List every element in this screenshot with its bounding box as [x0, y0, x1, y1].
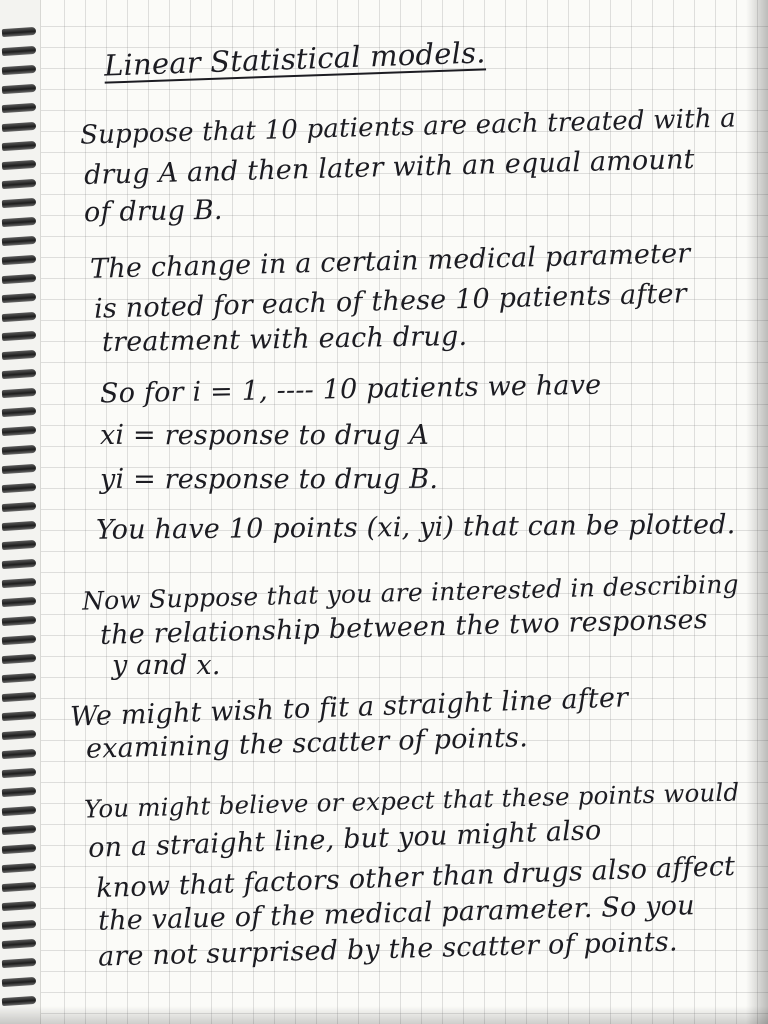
note-line: You might believe or expect that these points would: [83, 777, 740, 824]
notes-title: Linear Statistical models.: [103, 35, 487, 83]
note-line: of drug B.: [83, 194, 223, 229]
note-line: You have 10 points (xi, yi) that can be plotted.: [95, 509, 736, 546]
note-line: the relationship between the two responses: [99, 604, 709, 651]
note-line: Now Suppose that you are interested in describing: [81, 569, 740, 616]
note-line: know that factors other than drugs also affect: [95, 850, 736, 905]
note-line: is noted for each of these 10 patients after: [93, 278, 688, 325]
note-line: The change in a certain medical parameter: [89, 238, 691, 285]
note-line: treatment with each drug.: [101, 320, 468, 359]
note-line: Suppose that 10 patients are each treated with a: [79, 103, 737, 151]
note-line: xi = response to drug A: [100, 420, 429, 451]
note-line: on a straight line, but you might also: [87, 815, 602, 864]
note-line: drug A and then later with an equal amount: [83, 144, 696, 191]
note-line: y and x.: [112, 650, 221, 681]
note-line: the value of the medical parameter. So you: [97, 890, 696, 937]
note-line: We might wish to fit a straight line after: [69, 682, 629, 733]
note-line: examining the scatter of points.: [85, 722, 529, 765]
note-line: yi = response to drug B.: [100, 464, 439, 495]
note-line: So for i = 1, ---- 10 patients we have: [99, 369, 602, 410]
note-line: are not surprised by the scatter of points.: [97, 926, 679, 973]
